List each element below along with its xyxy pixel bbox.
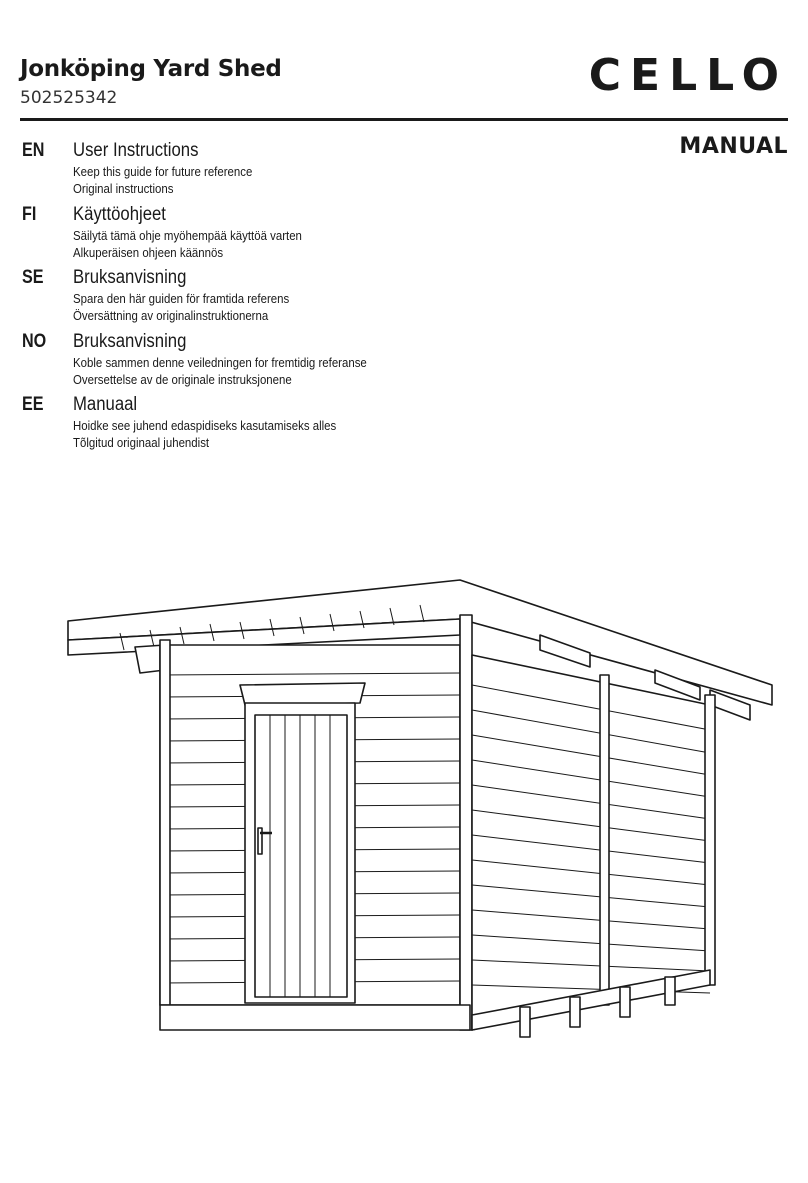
document-type-label: MANUAL [679, 134, 788, 159]
language-subline: Koble sammen denne veiledningen for fremtidig referanse [73, 354, 367, 370]
language-section-en [20, 140, 520, 204]
language-heading: Bruksanvisning [73, 330, 187, 352]
language-section-fi [20, 204, 520, 268]
language-section-se [20, 267, 520, 331]
language-section-no [20, 331, 520, 395]
language-subline: Säilytä tämä ohje myöhempää käyttöä varten [73, 227, 302, 243]
language-section-ee [20, 394, 520, 458]
language-code: FI [22, 203, 37, 225]
language-subline: Översättning av originalinstruktionerna [73, 308, 269, 323]
language-subline: Oversettelse av de originale instruksjonene [73, 371, 292, 387]
front-left-post [160, 640, 170, 1005]
product-code: 502525342 [20, 88, 118, 108]
language-list [20, 140, 520, 458]
language-code: EN [22, 140, 45, 161]
language-heading: Manuaal [73, 394, 138, 415]
side-middle-post [600, 675, 609, 1005]
language-subline: Alkuperäisen ohjeen käännös [73, 244, 224, 260]
product-title: Jonköping Yard Shed [20, 56, 282, 82]
door-header [240, 683, 365, 705]
language-subline: Spara den här guiden för framtida referens [73, 291, 290, 306]
language-code: SE [22, 267, 44, 288]
door[interactable] [255, 715, 347, 997]
header-divider [20, 118, 788, 121]
language-subline: Tõlgitud originaal juhendist [73, 435, 210, 450]
language-subline: Original instructions [73, 181, 174, 196]
language-code: EE [22, 394, 44, 415]
brand-logo: CELLO [588, 50, 788, 101]
rear-right-post [705, 695, 715, 985]
shed-illustration [60, 575, 780, 1055]
language-subline: Hoidke see juhend edaspidiseks kasutamiseks alles [73, 418, 337, 433]
side-wall [472, 655, 710, 1030]
language-heading: Käyttöohjeet [73, 203, 166, 225]
front-right-post [460, 615, 472, 1030]
language-subline: Keep this guide for future reference [73, 164, 253, 179]
language-heading: User Instructions [73, 140, 199, 161]
language-heading: Bruksanvisning [73, 267, 187, 288]
language-code: NO [22, 330, 47, 352]
